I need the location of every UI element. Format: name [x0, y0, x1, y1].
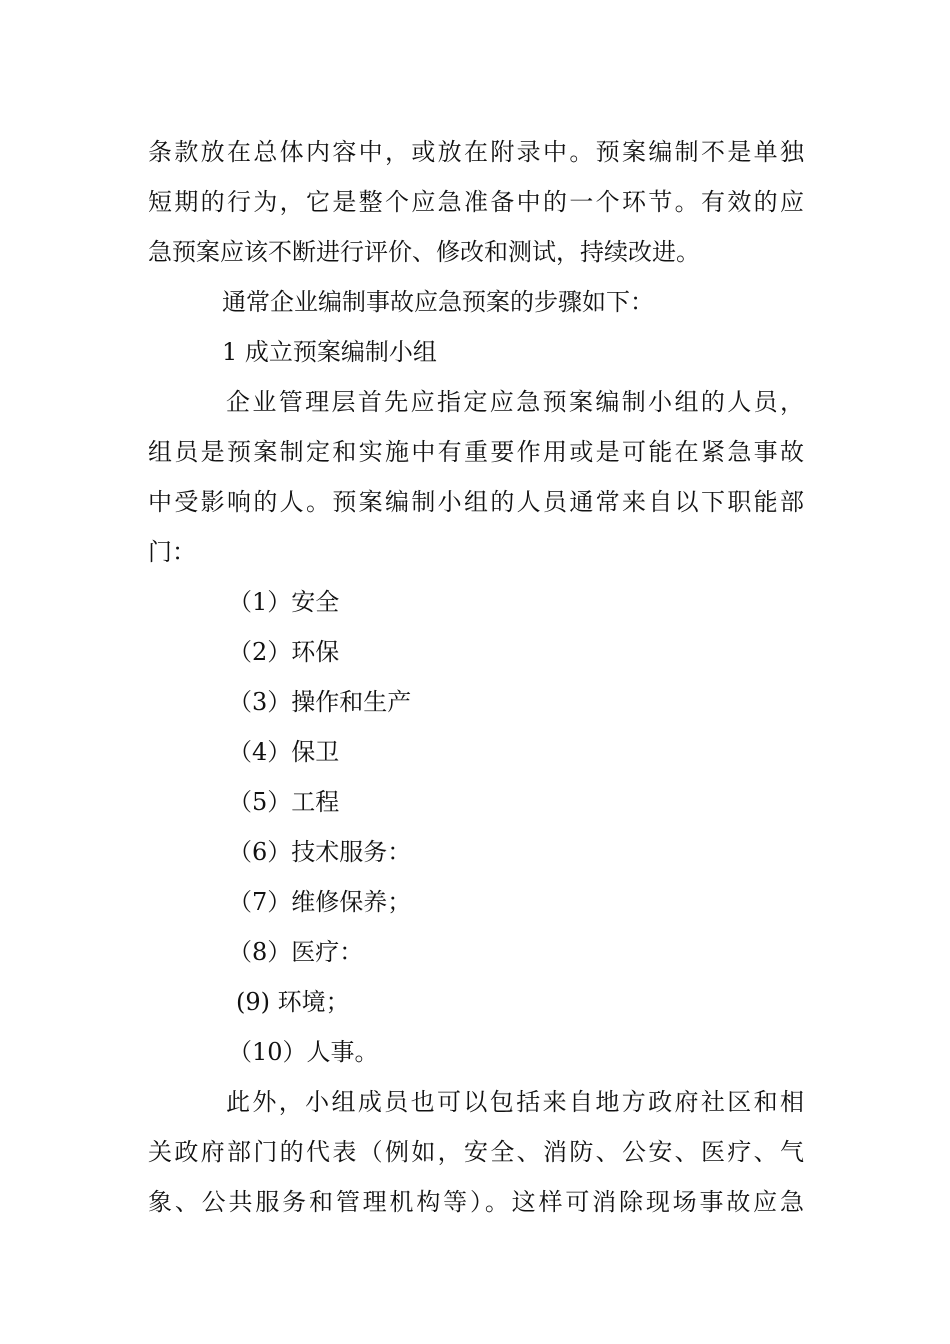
paragraph-line: 关政府部门的代表（例如，安全、消防、公安、医疗、气: [148, 1138, 804, 1166]
paragraph-line: 象、公共服务和管理机构等）。这样可消除现场事故应急: [148, 1188, 804, 1216]
list-item: （2）环保: [228, 638, 340, 666]
list-item: （10）人事。: [228, 1038, 379, 1066]
paragraph-line: 急预案应该不断进行评价、修改和测试，持续改进。: [148, 238, 700, 266]
list-item: （5）工程: [228, 788, 340, 816]
paragraph-line: 条款放在总体内容中，或放在附录中。预案编制不是单独: [148, 138, 804, 166]
list-item: （3）操作和生产: [228, 688, 412, 716]
list-item: (9) 环境；: [236, 988, 350, 1016]
list-item: （1）安全: [228, 588, 340, 616]
list-item: （6）技术服务：: [228, 838, 412, 866]
list-item: （8）医疗：: [228, 938, 364, 966]
paragraph-line: 中受影响的人。预案编制小组的人员通常来自以下职能部: [148, 488, 804, 516]
paragraph-line: 此外，小组成员也可以包括来自地方政府社区和相: [226, 1088, 804, 1116]
steps-intro: 通常企业编制事故应急预案的步骤如下：: [222, 288, 654, 316]
paragraph-line: 企业管理层首先应指定应急预案编制小组的人员，: [226, 388, 804, 416]
list-item: （7）维修保养；: [228, 888, 412, 916]
paragraph-line: 组员是预案制定和实施中有重要作用或是可能在紧急事故: [148, 438, 804, 466]
list-item: （4）保卫: [228, 738, 340, 766]
paragraph-line: 短期的行为，它是整个应急准备中的一个环节。有效的应: [148, 188, 804, 216]
section-heading: 1 成立预案编制小组: [222, 338, 437, 366]
paragraph-line: 门：: [148, 538, 196, 566]
